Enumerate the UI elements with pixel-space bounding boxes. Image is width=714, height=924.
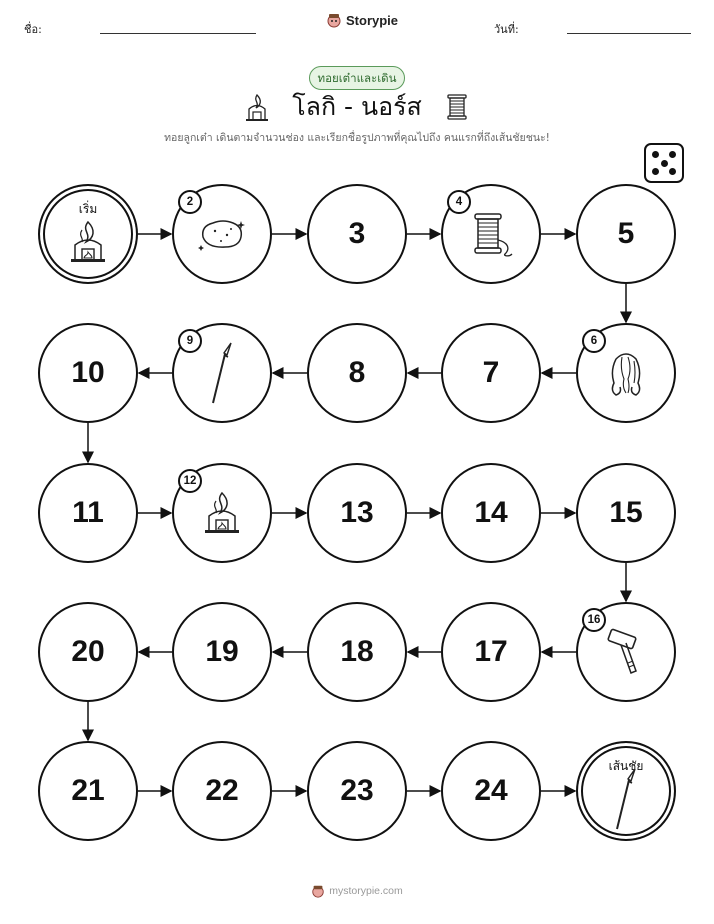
space-number: 22 <box>205 774 239 807</box>
spear-icon <box>611 767 641 831</box>
space-number: 8 <box>348 356 366 389</box>
board-space-2[interactable] <box>172 184 272 284</box>
board-space-20[interactable] <box>38 602 138 702</box>
space-number-badge: 2 <box>178 190 202 214</box>
board-space-24[interactable] <box>441 741 541 841</box>
thread-spool-icon <box>467 210 515 258</box>
space-number-badge: 6 <box>582 329 606 353</box>
start-label: เริ่ม <box>78 202 98 216</box>
footer <box>0 884 714 898</box>
board-space-12[interactable] <box>172 463 272 563</box>
date-label: วันที่: <box>494 23 519 36</box>
board-space-11[interactable] <box>38 463 138 563</box>
board-space-21[interactable] <box>38 741 138 841</box>
board-space-3[interactable] <box>307 184 407 284</box>
game-title: โลกิ - นอร์ส <box>292 92 422 121</box>
space-number: 13 <box>340 496 374 529</box>
space-number: 17 <box>474 635 508 668</box>
board-space-23[interactable] <box>307 741 407 841</box>
board-space-10[interactable] <box>38 323 138 423</box>
board-space-17[interactable] <box>441 602 541 702</box>
rock-icon <box>197 217 247 251</box>
board-space-18[interactable] <box>307 602 407 702</box>
space-number-badge: 12 <box>178 469 202 493</box>
space-number: 3 <box>348 217 366 250</box>
board-space-8[interactable] <box>307 323 407 423</box>
brand-name: Storypie <box>346 12 399 28</box>
finish-space[interactable] <box>576 741 676 841</box>
space-number: 23 <box>340 774 374 807</box>
forge-icon <box>202 491 242 535</box>
space-number: 5 <box>617 217 635 250</box>
space-number: 19 <box>205 635 239 668</box>
space-number: 15 <box>609 496 643 529</box>
board-space-6[interactable] <box>576 323 676 423</box>
board-space-19[interactable] <box>172 602 272 702</box>
space-number-badge: 16 <box>582 608 606 632</box>
space-number: 18 <box>340 635 374 668</box>
hair-icon <box>606 349 646 397</box>
game-type-badge: ทอยเต๋าและเดิน <box>309 66 405 90</box>
footer-website: mystorypie.com <box>329 885 403 897</box>
space-number: 10 <box>71 356 105 389</box>
forge-icon <box>68 220 108 264</box>
finish-label: เส้นชัย <box>608 759 644 773</box>
instructions: ทอยลูกเต๋า เดินตามจำนวนช่อง และเรียกชื่อรูปภาพที่คุณไปถึง คนแรกที่ถึงเส้นชัยชนะ! <box>164 132 550 144</box>
hammer-icon <box>605 627 647 677</box>
start-space[interactable] <box>38 184 138 284</box>
board-space-5[interactable] <box>576 184 676 284</box>
board-space-9[interactable] <box>172 323 272 423</box>
space-number-badge: 4 <box>447 190 471 214</box>
board-space-15[interactable] <box>576 463 676 563</box>
space-number: 14 <box>474 496 508 529</box>
space-number: 24 <box>474 774 508 807</box>
name-label: ชื่อ: <box>24 23 42 36</box>
space-number: 20 <box>71 635 105 668</box>
board-space-16[interactable] <box>576 602 676 702</box>
storypie-mascot-icon <box>311 884 325 898</box>
spear-icon <box>207 341 237 405</box>
board-space-13[interactable] <box>307 463 407 563</box>
board-space-7[interactable] <box>441 323 541 423</box>
space-number: 7 <box>482 356 500 389</box>
board-space-14[interactable] <box>441 463 541 563</box>
board-space-22[interactable] <box>172 741 272 841</box>
space-number-badge: 9 <box>178 329 202 353</box>
space-number: 21 <box>71 774 105 807</box>
space-number: 11 <box>72 496 104 529</box>
board-space-4[interactable] <box>441 184 541 284</box>
